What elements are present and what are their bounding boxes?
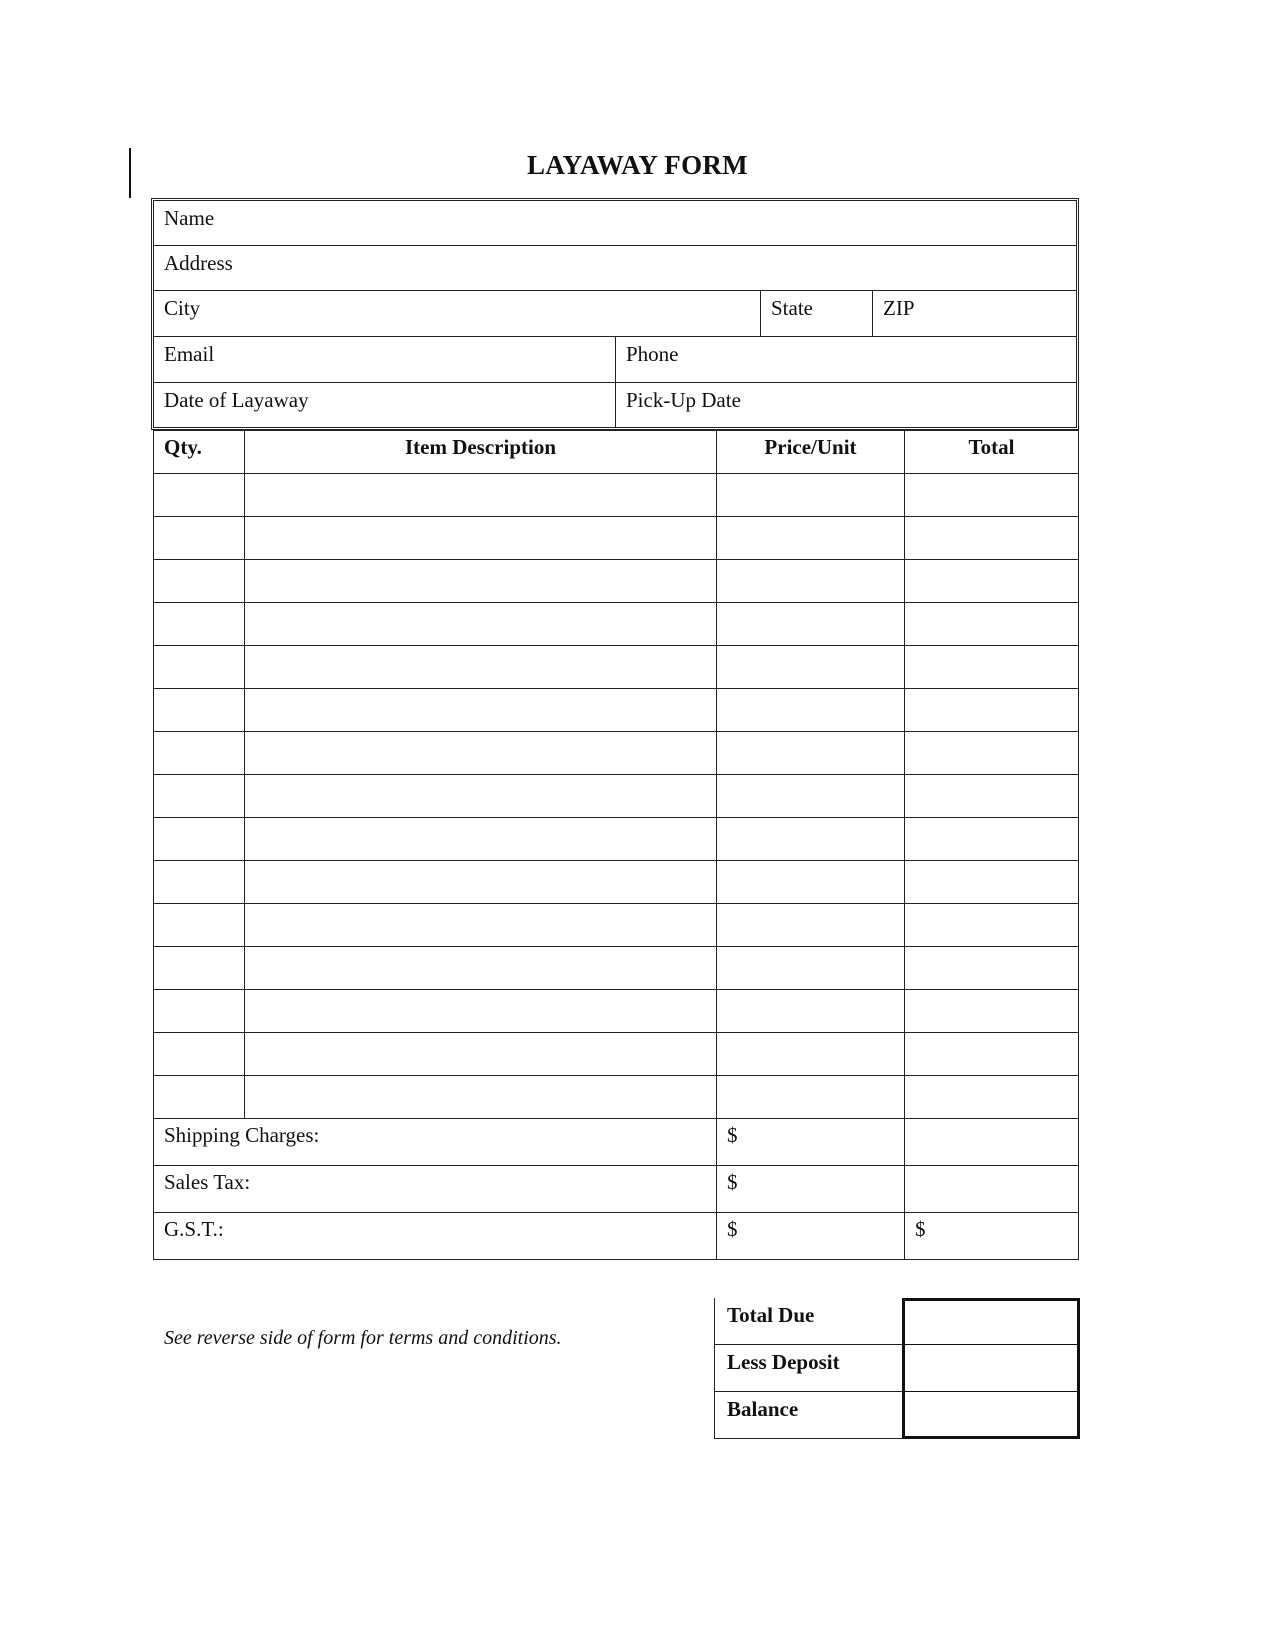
qty-field[interactable] — [154, 904, 245, 947]
price-field[interactable] — [717, 474, 905, 517]
qty-field[interactable] — [154, 603, 245, 646]
total-field[interactable] — [905, 560, 1079, 603]
item-row — [154, 990, 1079, 1033]
item-row — [154, 474, 1079, 517]
item-row — [154, 1076, 1079, 1119]
total-field[interactable] — [905, 646, 1079, 689]
qty-field[interactable] — [154, 560, 245, 603]
qty-field[interactable] — [154, 947, 245, 990]
total-due-label: Total Due — [714, 1298, 902, 1345]
items-header-row — [154, 431, 1079, 474]
address-label: Address — [164, 251, 233, 275]
pickup-date-label: Pick-Up Date — [626, 388, 741, 412]
city-label: City — [164, 296, 201, 320]
sales-tax-amount-field[interactable] — [717, 1166, 905, 1213]
price-field[interactable] — [717, 603, 905, 646]
qty-header: Qty. — [154, 431, 245, 474]
qty-field[interactable] — [154, 1033, 245, 1076]
sales-tax-label: Sales Tax: — [154, 1166, 717, 1213]
price-field[interactable] — [717, 947, 905, 990]
price-field[interactable] — [717, 990, 905, 1033]
item-row — [154, 947, 1079, 990]
currency-symbol: $ — [727, 1123, 738, 1147]
description-field[interactable] — [245, 603, 717, 646]
qty-field[interactable] — [154, 1076, 245, 1119]
zip-label: ZIP — [883, 296, 915, 320]
total-field[interactable] — [905, 474, 1079, 517]
price-field[interactable] — [717, 818, 905, 861]
price-header: Price/Unit — [717, 431, 905, 474]
price-field[interactable] — [717, 517, 905, 560]
phone-label: Phone — [626, 342, 679, 366]
layaway-date-label: Date of Layaway — [164, 388, 309, 412]
price-field[interactable] — [717, 775, 905, 818]
total-field[interactable] — [905, 1076, 1079, 1119]
description-field[interactable] — [245, 990, 717, 1033]
qty-field[interactable] — [154, 689, 245, 732]
description-field[interactable] — [245, 646, 717, 689]
qty-field[interactable] — [154, 775, 245, 818]
qty-field[interactable] — [154, 517, 245, 560]
description-field[interactable] — [245, 818, 717, 861]
summary-section — [714, 1298, 1080, 1439]
description-field[interactable] — [245, 517, 717, 560]
item-row — [154, 517, 1079, 560]
item-row — [154, 775, 1079, 818]
form-title: LAYAWAY FORM — [527, 150, 748, 180]
shipping-amount-field[interactable] — [717, 1119, 905, 1166]
description-field[interactable] — [245, 947, 717, 990]
price-field[interactable] — [717, 560, 905, 603]
qty-field[interactable] — [154, 990, 245, 1033]
item-row — [154, 861, 1079, 904]
total-field[interactable] — [905, 689, 1079, 732]
item-row — [154, 1033, 1079, 1076]
shipping-label: Shipping Charges: — [154, 1119, 717, 1166]
total-field[interactable] — [905, 1033, 1079, 1076]
state-field[interactable] — [760, 291, 872, 336]
description-field[interactable] — [245, 689, 717, 732]
email-field[interactable] — [154, 337, 615, 382]
description-field[interactable] — [245, 732, 717, 775]
currency-symbol: $ — [727, 1170, 738, 1194]
price-field[interactable] — [717, 646, 905, 689]
qty-field[interactable] — [154, 732, 245, 775]
price-field[interactable] — [717, 732, 905, 775]
item-row — [154, 904, 1079, 947]
items-table — [153, 430, 1079, 1260]
qty-field[interactable] — [154, 861, 245, 904]
description-field[interactable] — [245, 775, 717, 818]
zip-field[interactable] — [872, 291, 1076, 336]
total-field[interactable] — [905, 818, 1079, 861]
shipping-row — [154, 1119, 1079, 1166]
sales-tax-total-field[interactable] — [905, 1166, 1079, 1213]
description-field[interactable] — [245, 904, 717, 947]
balance-field[interactable] — [902, 1392, 1080, 1439]
total-field[interactable] — [905, 947, 1079, 990]
address-row[interactable] — [154, 246, 1076, 291]
less-deposit-label: Less Deposit — [714, 1345, 902, 1392]
description-field[interactable] — [245, 1076, 717, 1119]
price-field[interactable] — [717, 861, 905, 904]
dates-row — [154, 383, 1076, 427]
name-row[interactable] — [154, 201, 1076, 246]
item-row — [154, 646, 1079, 689]
total-field[interactable] — [905, 990, 1079, 1033]
layaway-date-field[interactable] — [154, 383, 615, 427]
total-due-row — [714, 1298, 1080, 1345]
terms-note: See reverse side of form for terms and conditions. — [164, 1327, 562, 1349]
gst-row — [154, 1213, 1079, 1260]
total-due-field[interactable] — [902, 1298, 1080, 1345]
name-label: Name — [164, 206, 215, 230]
description-field[interactable] — [245, 861, 717, 904]
item-row — [154, 603, 1079, 646]
total-field[interactable] — [905, 732, 1079, 775]
qty-field[interactable] — [154, 646, 245, 689]
balance-row — [714, 1392, 1080, 1439]
customer-info-section — [151, 198, 1079, 430]
total-field[interactable] — [905, 904, 1079, 947]
phone-field[interactable] — [615, 337, 1076, 382]
total-field[interactable] — [905, 517, 1079, 560]
qty-field[interactable] — [154, 818, 245, 861]
sales-tax-row — [154, 1166, 1079, 1213]
gst-label: G.S.T.: — [154, 1213, 717, 1260]
price-field[interactable] — [717, 904, 905, 947]
gst-amount-field[interactable] — [717, 1213, 905, 1260]
price-field[interactable] — [717, 689, 905, 732]
city-state-zip-row — [154, 291, 1076, 337]
total-header: Total — [905, 431, 1079, 474]
description-field[interactable] — [245, 560, 717, 603]
item-row — [154, 818, 1079, 861]
less-deposit-field[interactable] — [902, 1345, 1080, 1392]
price-field[interactable] — [717, 1076, 905, 1119]
pickup-date-field[interactable] — [615, 383, 1076, 427]
less-deposit-row — [714, 1345, 1080, 1392]
total-field[interactable] — [905, 775, 1079, 818]
currency-symbol: $ — [915, 1217, 926, 1241]
shipping-total-field[interactable] — [905, 1119, 1079, 1166]
total-field[interactable] — [905, 603, 1079, 646]
description-header: Item Description — [245, 431, 717, 474]
email-phone-row — [154, 337, 1076, 383]
state-label: State — [771, 296, 813, 320]
item-row — [154, 689, 1079, 732]
description-field[interactable] — [245, 474, 717, 517]
price-field[interactable] — [717, 1033, 905, 1076]
total-field[interactable] — [905, 861, 1079, 904]
email-label: Email — [164, 342, 215, 366]
item-row — [154, 560, 1079, 603]
items-section — [153, 430, 1078, 1260]
item-row — [154, 732, 1079, 775]
currency-symbol: $ — [727, 1217, 738, 1241]
balance-label: Balance — [714, 1392, 902, 1439]
qty-field[interactable] — [154, 474, 245, 517]
description-field[interactable] — [245, 1033, 717, 1076]
city-field[interactable] — [154, 291, 760, 336]
gst-total-field[interactable] — [905, 1213, 1079, 1260]
